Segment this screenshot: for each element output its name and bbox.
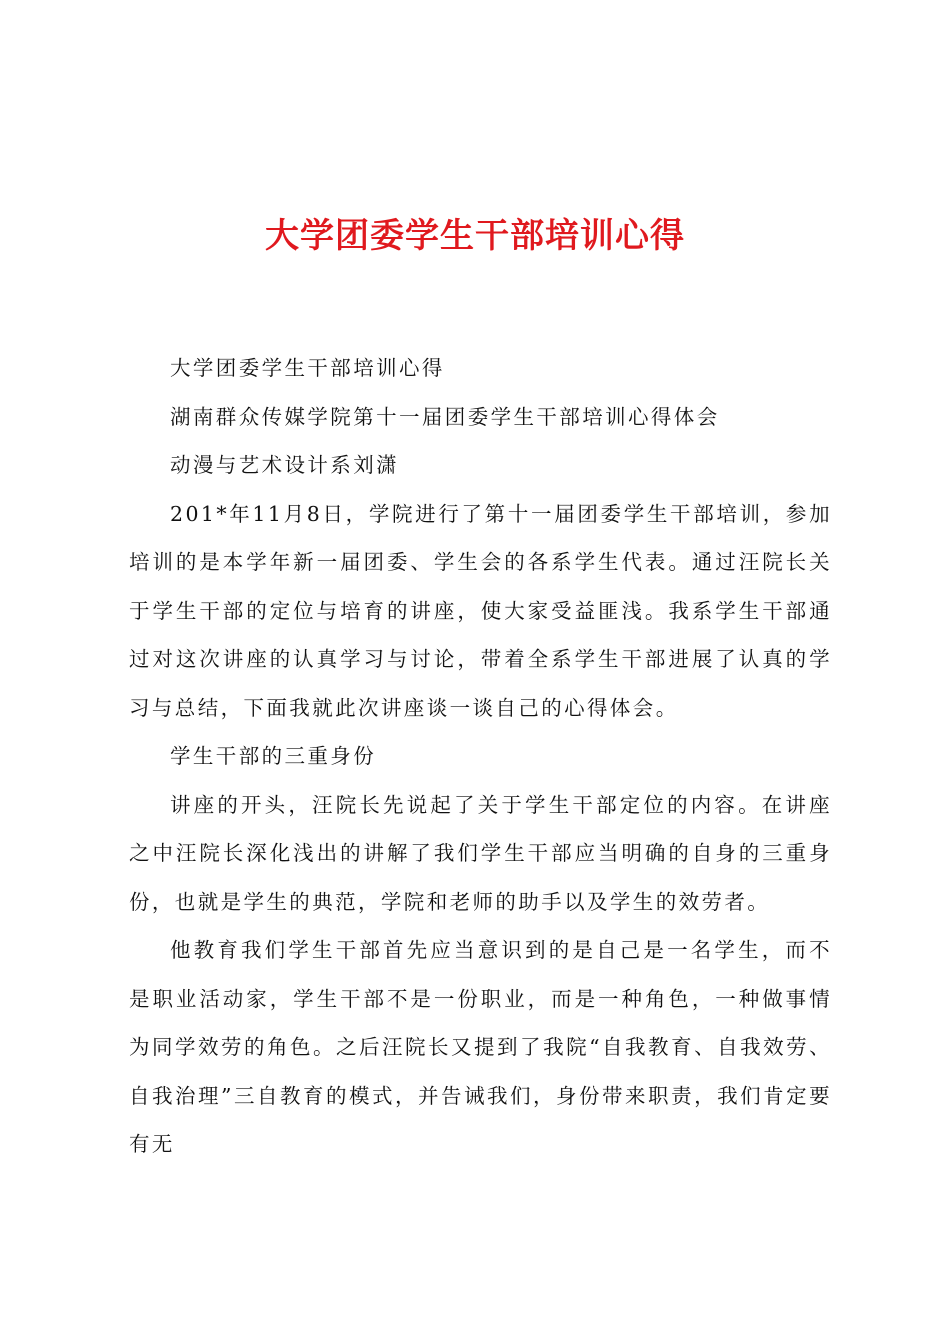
paragraph-heading-repeat: 大学团委学生干部培训心得 — [170, 356, 445, 380]
paragraph-education: 他教育我们学生干部首先应当意识到的是自己是一名学生，而不是职业活动家，学生干部不是一份职业，而是一种角色，一种做事情为同学效劳的角色。之后汪院长又提到了我院“自我教育、自我效劳、自我治理”三自教育的模式，并告诫我们，身份带来职责，我们肯定要有无 — [129, 938, 832, 1156]
paragraph-author: 动漫与艺术设计系刘潇 — [170, 453, 399, 477]
document-body — [129, 344, 832, 1169]
document-title: 大学团委学生干部培训心得 — [265, 216, 685, 256]
paragraph-intro: 201*年11月8日，学院进行了第十一届团委学生干部培训，参加培训的是本学年新一届团委、学生会的各系学生代表。通过汪院长关于学生干部的定位与培育的讲座，使大家受益匪浅。我系学生干部通过对这次讲座的认真学习与讨论，带着全系学生干部进展了认真的学习与总结，下面我就此次讲座谈一谈自己的心得体会。 — [129, 501, 832, 720]
paragraph-subtitle: 湖南群众传媒学院第十一届团委学生干部培训心得体会 — [170, 404, 720, 429]
section-heading: 学生干部的三重身份 — [170, 744, 377, 768]
paragraph-lecture-opening: 讲座的开头，汪院长先说起了关于学生干部定位的内容。在讲座之中汪院长深化浅出的讲解了我们学生干部应当明确的自身的三重身份，也就是学生的典范，学院和老师的助手以及学生的效劳者。 — [129, 792, 832, 914]
